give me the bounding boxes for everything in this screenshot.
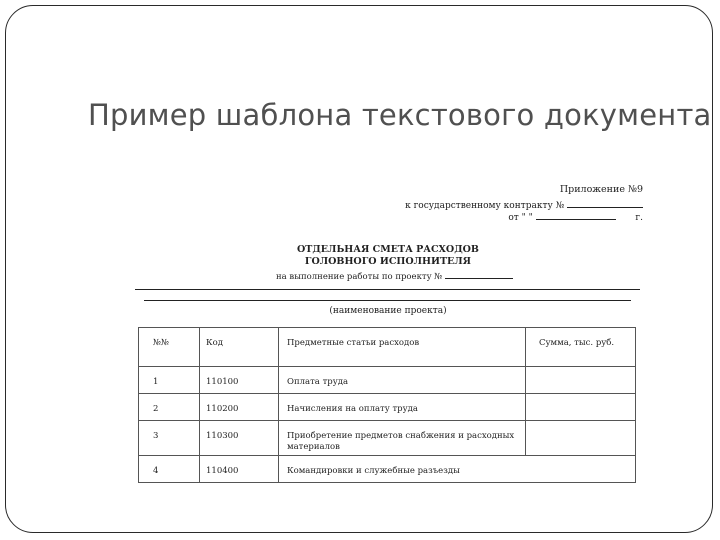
date-blank xyxy=(536,210,616,220)
project-name-line-1 xyxy=(135,289,640,290)
document-title-line1: ОТДЕЛЬНАЯ СМЕТА РАСХОДОВ xyxy=(297,244,479,255)
estimate-table xyxy=(138,327,636,483)
table-row xyxy=(139,394,636,421)
date-line xyxy=(508,210,643,223)
cell-code: 110300 xyxy=(200,421,279,456)
cell-num: 2 xyxy=(139,394,200,421)
cell-item: Приобретение предметов снабжения и расходных материалов xyxy=(279,421,526,456)
document-title-line2: ГОЛОВНОГО ИСПОЛНИТЕЛЯ xyxy=(304,256,472,267)
cell-sum xyxy=(526,367,636,394)
purpose-line xyxy=(276,269,513,282)
table-row xyxy=(139,367,636,394)
cell-item: Оплата труда xyxy=(279,367,526,394)
table-row xyxy=(139,421,636,456)
project-name-line-2 xyxy=(144,300,631,301)
contract-label: к государственному контракту № xyxy=(405,201,565,211)
cell-num: 3 xyxy=(139,421,200,456)
header-sum: Сумма, тыс. руб. xyxy=(526,328,636,367)
cell-sum xyxy=(526,421,636,456)
table-header-row xyxy=(139,328,636,367)
cell-num: 1 xyxy=(139,367,200,394)
cell-code: 110200 xyxy=(200,394,279,421)
header-item: Предметные статьи расходов xyxy=(279,328,526,367)
date-suffix: г. xyxy=(635,213,643,223)
date-prefix: от xyxy=(508,213,519,223)
header-num: №№ xyxy=(139,328,200,367)
table-row xyxy=(139,456,636,483)
date-quotes: " " xyxy=(521,213,533,223)
cell-sum xyxy=(526,394,636,421)
purpose-label: на выполнение работы по проекту № xyxy=(276,272,443,282)
cell-num: 4 xyxy=(139,456,200,483)
header-code: Код xyxy=(200,328,279,367)
slide-title: Пример шаблона текстового документа xyxy=(88,98,712,132)
project-caption: (наименование проекта) xyxy=(329,306,447,316)
contract-number-blank xyxy=(567,198,643,208)
cell-item: Начисления на оплату труда xyxy=(279,394,526,421)
cell-code: 110400 xyxy=(200,456,279,483)
cell-sum xyxy=(526,456,636,483)
appendix-label: Приложение №9 xyxy=(559,184,643,195)
cell-item: Командировки и служебные разъезды xyxy=(279,456,526,483)
project-number-blank xyxy=(445,269,513,279)
cell-code: 110100 xyxy=(200,367,279,394)
